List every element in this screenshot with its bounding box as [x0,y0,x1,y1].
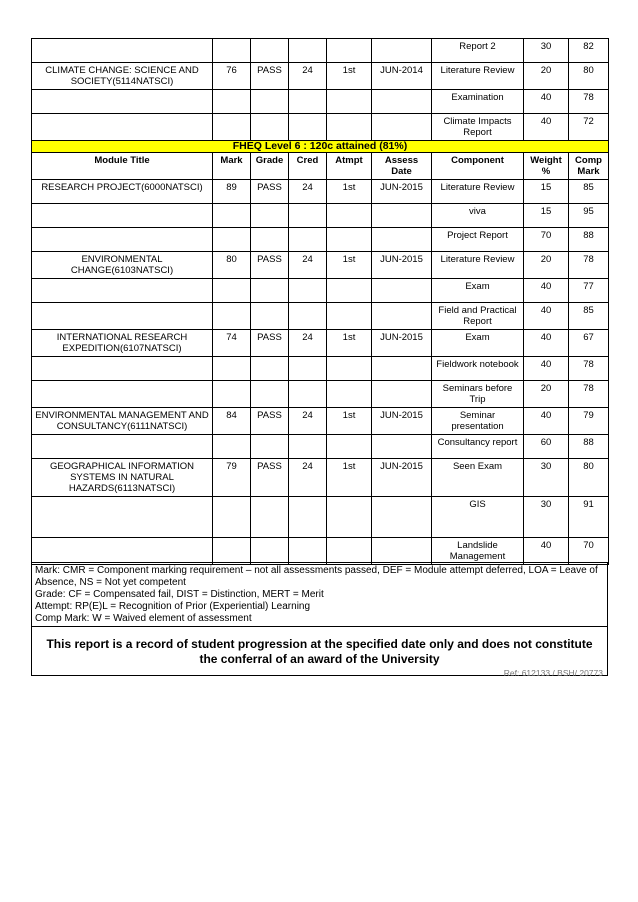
cell-weight: 60 [524,435,569,459]
cell-component: viva [432,204,524,228]
cell-mark [213,381,251,408]
table-row [32,408,609,435]
header-cred: Cred [289,153,327,180]
cell-weight: 40 [524,114,569,141]
cell-weight: 20 [524,252,569,279]
cell-module-title: INTERNATIONAL RESEARCH EXPEDITION(6107NATSCI) [32,330,213,357]
cell-comp-mark: 91 [569,497,609,538]
cell-mark [213,435,251,459]
cell-cred [289,39,327,63]
cell-weight: 30 [524,459,569,497]
cell-mark [213,538,251,565]
legend-line-mark: Mark: CMR = Component marking requirement – not all assessments passed, DEF = Module attempt deferred, LOA = Leave of Absence, NS = Not yet competent [35,565,598,588]
cell-assess-date [372,381,432,408]
cell-comp-mark: 77 [569,279,609,303]
cell-grade: PASS [251,330,289,357]
cell-weight: 40 [524,357,569,381]
cell-grade [251,228,289,252]
cell-weight: 30 [524,39,569,63]
cell-comp-mark: 85 [569,180,609,204]
table-row [32,497,609,538]
cell-assess-date: JUN-2015 [372,408,432,435]
cell-module-title [32,381,213,408]
cell-weight: 40 [524,538,569,565]
cell-mark: 89 [213,180,251,204]
cell-mark: 76 [213,63,251,90]
cell-assess-date [372,357,432,381]
cell-mark [213,279,251,303]
cell-comp-mark: 85 [569,303,609,330]
progression-notice: This report is a record of student progression at the specified date only and does not constitute the conferral of an award of the University [46,637,593,666]
cell-assess-date: JUN-2015 [372,180,432,204]
cell-assess-date: JUN-2015 [372,459,432,497]
header-atmpt: Atmpt [327,153,372,180]
cell-component: Literature Review [432,252,524,279]
cell-module-title: ENVIRONMENTAL CHANGE(6103NATSCI) [32,252,213,279]
cell-component: Exam [432,330,524,357]
legend-line-attempt: Attempt: RP(E)L = Recognition of Prior (Experiential) Learning [35,601,311,612]
cell-atmpt: 1st [327,180,372,204]
cell-grade: PASS [251,408,289,435]
cell-atmpt [327,204,372,228]
cell-grade [251,204,289,228]
cell-grade [251,39,289,63]
cell-atmpt [327,538,372,565]
cell-comp-mark: 80 [569,459,609,497]
cell-assess-date: JUN-2015 [372,252,432,279]
cell-component: GIS [432,497,524,538]
header-module-title: Module Title [32,153,213,180]
legend-lines [32,563,607,627]
cell-module-title [32,435,213,459]
cell-module-title [32,303,213,330]
cell-atmpt: 1st [327,330,372,357]
cell-module-title [32,228,213,252]
cell-grade: PASS [251,180,289,204]
cell-cred [289,381,327,408]
cell-assess-date [372,39,432,63]
cell-mark: 84 [213,408,251,435]
header-component: Component [432,153,524,180]
cell-component: Report 2 [432,39,524,63]
table-row [32,63,609,90]
cell-comp-mark: 78 [569,357,609,381]
header-mark: Mark [213,153,251,180]
table-row [32,39,609,63]
table-row [32,279,609,303]
cell-mark [213,303,251,330]
cell-atmpt [327,90,372,114]
cell-component: Seminar presentation [432,408,524,435]
cell-mark: 74 [213,330,251,357]
cell-module-title [32,357,213,381]
cell-comp-mark: 78 [569,252,609,279]
cell-cred [289,538,327,565]
cell-comp-mark: 78 [569,381,609,408]
cell-component: Examination [432,90,524,114]
cell-assess-date [372,204,432,228]
cell-cred [289,303,327,330]
header-assess-date: Assess Date [372,153,432,180]
cell-cred: 24 [289,408,327,435]
cell-comp-mark: 88 [569,228,609,252]
cell-atmpt [327,381,372,408]
cell-grade: PASS [251,252,289,279]
cell-cred [289,114,327,141]
cell-cred [289,497,327,538]
cell-cred [289,279,327,303]
cell-mark [213,357,251,381]
cell-assess-date [372,497,432,538]
cell-grade [251,538,289,565]
table-row [32,357,609,381]
cell-mark: 80 [213,252,251,279]
cell-module-title: ENVIRONMENTAL MANAGEMENT AND CONSULTANCY(6111NATSCI) [32,408,213,435]
cell-weight: 40 [524,303,569,330]
table-row [32,435,609,459]
cell-comp-mark: 80 [569,63,609,90]
table-row [32,90,609,114]
table-row [32,459,609,497]
cell-grade [251,497,289,538]
cell-component: Consultancy report [432,435,524,459]
cell-cred [289,357,327,381]
cell-weight: 70 [524,228,569,252]
cell-assess-date [372,279,432,303]
header-grade: Grade [251,153,289,180]
legend-box [31,562,608,676]
table-row [32,303,609,330]
table-row [32,538,609,565]
cell-component: Literature Review [432,180,524,204]
cell-assess-date: JUN-2015 [372,330,432,357]
cell-mark [213,114,251,141]
level-banner: FHEQ Level 6 : 120c attained (81%) [32,141,609,153]
cell-atmpt [327,279,372,303]
cell-grade [251,357,289,381]
cell-atmpt: 1st [327,459,372,497]
cell-weight: 40 [524,279,569,303]
cell-module-title [32,497,213,538]
cell-comp-mark: 95 [569,204,609,228]
cell-grade [251,435,289,459]
cell-comp-mark: 70 [569,538,609,565]
cell-comp-mark: 82 [569,39,609,63]
table-row [32,330,609,357]
cell-weight: 40 [524,90,569,114]
cell-module-title: CLIMATE CHANGE: SCIENCE AND SOCIETY(5114NATSCI) [32,63,213,90]
cell-component: Field and Practical Report [432,303,524,330]
cell-grade [251,90,289,114]
cell-assess-date: JUN-2014 [372,63,432,90]
cell-component: Exam [432,279,524,303]
cell-assess-date [372,303,432,330]
cell-cred [289,435,327,459]
cell-cred: 24 [289,330,327,357]
cell-component: Climate Impacts Report [432,114,524,141]
cell-module-title: RESEARCH PROJECT(6000NATSCI) [32,180,213,204]
cell-grade: PASS [251,459,289,497]
cell-component: Fieldwork notebook [432,357,524,381]
results-table [31,38,609,565]
cell-grade [251,381,289,408]
cell-cred [289,228,327,252]
cell-cred [289,204,327,228]
cell-assess-date [372,435,432,459]
legend-line-grade: Grade: CF = Compensated fail, DIST = Distinction, MERT = Merit [35,589,324,600]
cell-assess-date [372,90,432,114]
cell-atmpt [327,228,372,252]
cell-atmpt [327,114,372,141]
cell-cred [289,90,327,114]
header-weight: Weight % [524,153,569,180]
cell-mark [213,90,251,114]
cell-module-title [32,114,213,141]
reference-number: Ref: 612133 / BSH/ 20773 [503,668,603,678]
cell-component: Seminars before Trip [432,381,524,408]
table-row [32,180,609,204]
cell-component: Landslide Management [432,538,524,565]
cell-component: Project Report [432,228,524,252]
cell-mark [213,497,251,538]
cell-comp-mark: 67 [569,330,609,357]
cell-grade: PASS [251,63,289,90]
header-comp-mark: Comp Mark [569,153,609,180]
table-row [32,114,609,141]
cell-component: Literature Review [432,63,524,90]
cell-assess-date [372,538,432,565]
cell-module-title [32,279,213,303]
cell-comp-mark: 88 [569,435,609,459]
cell-mark: 79 [213,459,251,497]
cell-mark [213,228,251,252]
cell-module-title [32,538,213,565]
cell-atmpt [327,303,372,330]
cell-module-title [32,90,213,114]
cell-cred: 24 [289,63,327,90]
cell-grade [251,114,289,141]
cell-atmpt [327,497,372,538]
cell-atmpt: 1st [327,408,372,435]
cell-weight: 20 [524,63,569,90]
cell-weight: 15 [524,180,569,204]
cell-mark [213,204,251,228]
table-row [32,252,609,279]
cell-comp-mark: 79 [569,408,609,435]
cell-grade [251,279,289,303]
cell-atmpt [327,435,372,459]
cell-atmpt: 1st [327,252,372,279]
cell-cred: 24 [289,459,327,497]
cell-assess-date [372,114,432,141]
cell-weight: 15 [524,204,569,228]
cell-module-title [32,39,213,63]
table-row [32,228,609,252]
cell-assess-date [372,228,432,252]
cell-component: Seen Exam [432,459,524,497]
cell-cred: 24 [289,252,327,279]
cell-atmpt: 1st [327,63,372,90]
table-row [32,204,609,228]
cell-comp-mark: 72 [569,114,609,141]
cell-module-title [32,204,213,228]
cell-atmpt [327,357,372,381]
table-row [32,381,609,408]
cell-weight: 40 [524,408,569,435]
legend-line-comp-mark: Comp Mark: W = Waived element of assessment [35,613,252,624]
level-banner-row [32,141,609,153]
cell-weight: 30 [524,497,569,538]
cell-weight: 40 [524,330,569,357]
cell-weight: 20 [524,381,569,408]
cell-mark [213,39,251,63]
cell-atmpt [327,39,372,63]
cell-module-title: GEOGRAPHICAL INFORMATION SYSTEMS IN NATURAL HAZARDS(6113NATSCI) [32,459,213,497]
cell-cred: 24 [289,180,327,204]
table-header-row [32,153,609,180]
cell-comp-mark: 78 [569,90,609,114]
cell-grade [251,303,289,330]
